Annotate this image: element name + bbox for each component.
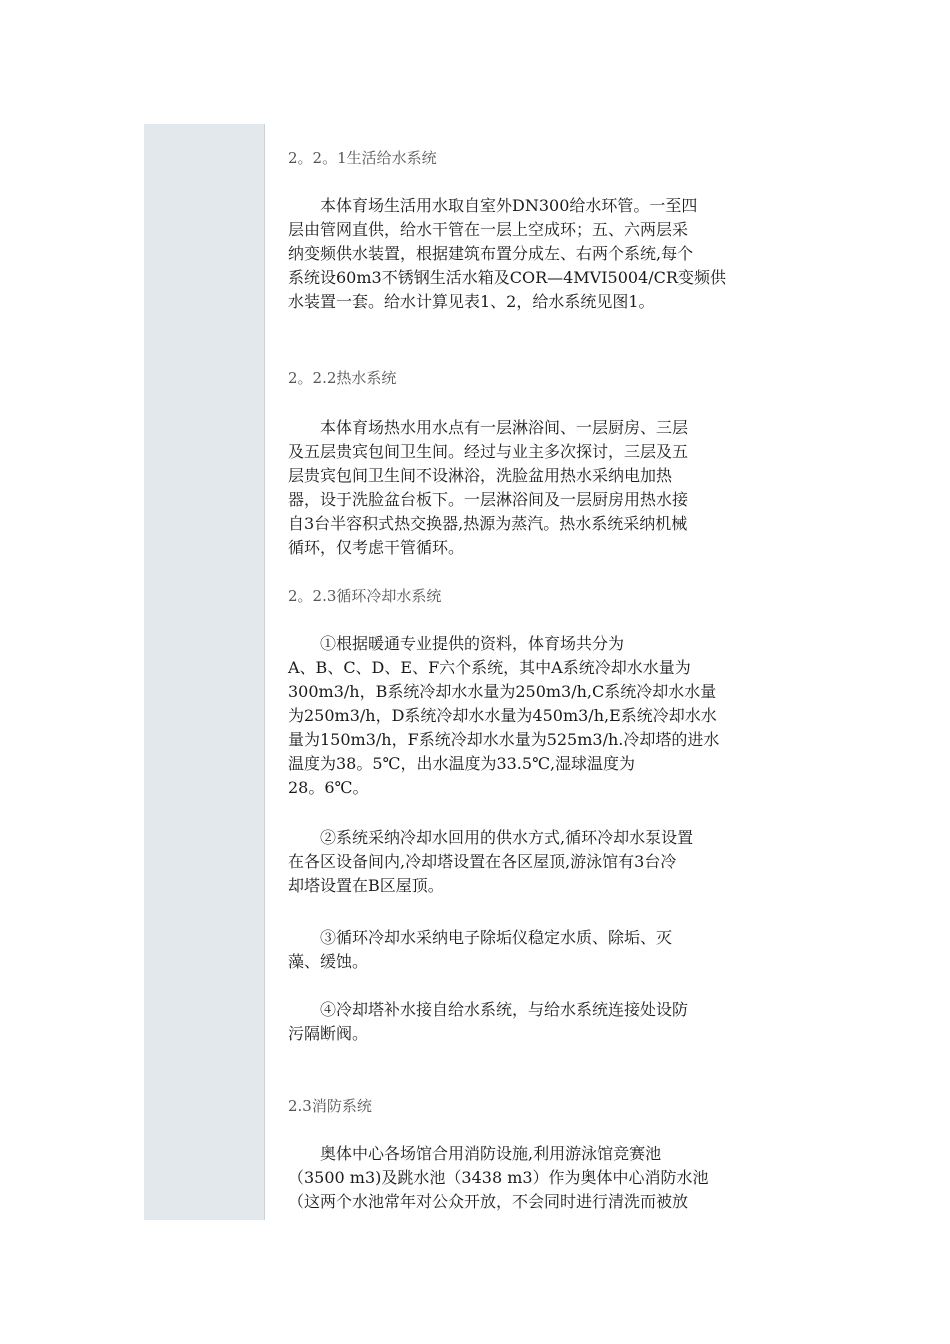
paragraph-line: 却塔设置在B区屋顶。 (288, 876, 444, 895)
paragraph-line: 层由管网直供，给水干管在一层上空成环；五、六两层采 (288, 220, 689, 239)
section-2-2-3 (288, 584, 441, 608)
paragraph-line: 量为150m3/h，F系统冷却水水量为525m3/h.冷却塔的进水 (288, 730, 720, 749)
section-2-2-1 (288, 146, 437, 170)
paragraph-line: 本体育场生活用水取自室外DN300给水环管。一至四 (320, 196, 698, 215)
paragraph-line: 温度为38。5℃，出水温度为33.5℃,湿球温度为 (288, 754, 636, 773)
paragraph-line: 藻、缓蚀。 (288, 952, 369, 971)
section-2-2-2-body (288, 416, 688, 560)
paragraph-line: 自3台半容积式热交换器,热源为蒸汽。热水系统采纳机械 (288, 514, 688, 533)
paragraph-line: 层贵宾包间卫生间不设淋浴，洗脸盆用热水采纳电加热 (288, 466, 673, 485)
paragraph-line: 本体育场热水用水点有一层淋浴间、一层厨房、三层 (320, 418, 689, 437)
section-2-2-3-item-4 (288, 998, 688, 1046)
paragraph-line: 循环，仅考虑干管循环。 (288, 538, 465, 557)
paragraph-line: （3500 m3)及跳水池（3438 m3）作为奥体中心消防水池 (288, 1168, 709, 1187)
paragraph-line: 在各区设备间内,冷却塔设置在各区屋顶,游泳馆有3台冷 (288, 852, 677, 871)
section-2-2-3-item-3 (288, 926, 672, 974)
section-heading: 2。2.3循环冷却水系统 (288, 587, 442, 605)
paragraph-line: ④冷却塔补水接自给水系统，与给水系统连接处设防 (320, 1000, 689, 1019)
paragraph-line: 污隔断阀。 (288, 1024, 369, 1043)
paragraph-line: ③循环冷却水采纳电子除垢仪稳定水质、除垢、灭 (320, 928, 673, 947)
section-2-3 (288, 1094, 372, 1118)
section-heading: 2。2.2热水系统 (288, 369, 397, 387)
paragraph-line: 器，设于洗脸盆台板下。一层淋浴间及一层厨房用热水接 (288, 490, 689, 509)
left-margin-panel (144, 124, 265, 1220)
section-2-2-1-body (288, 194, 726, 314)
section-heading: 2。2。1生活给水系统 (288, 149, 437, 167)
paragraph-line: 纳变频供水装置，根据建筑布置分成左、右两个系统,每个 (288, 244, 694, 263)
paragraph-line: A、B、C、D、E、F六个系统，其中A系统冷却水水量为 (288, 658, 691, 677)
paragraph-line: 28。6℃。 (288, 778, 369, 797)
paragraph-line: ②系统采纳冷却水回用的供水方式,循环冷却水泵设置 (320, 828, 694, 847)
paragraph-line: 系统设60m3不锈钢生活水箱及COR—4MVI5004/CR变频供 (288, 268, 726, 287)
section-2-3-body (288, 1142, 709, 1214)
section-2-2-2 (288, 366, 396, 390)
paragraph-line: （这两个水池常年对公众开放，不会同时进行清洗而被放 (288, 1192, 689, 1211)
paragraph-line: 奥体中心各场馆合用消防设施,利用游泳馆竞赛池 (320, 1144, 662, 1163)
section-2-2-3-item-1 (288, 632, 719, 800)
paragraph-line: 及五层贵宾包间卫生间。经过与业主多次探讨，三层及五 (288, 442, 689, 461)
section-2-2-3-item-2 (288, 826, 693, 898)
paragraph-line: 300m3/h，B系统冷却水水量为250m3/h,C系统冷却水水量 (288, 682, 717, 701)
section-heading: 2.3消防系统 (288, 1097, 372, 1115)
paragraph-line: 水装置一套。给水计算见表1、2，给水系统见图1。 (288, 292, 655, 311)
paragraph-line: ①根据暖通专业提供的资料，体育场共分为 (320, 634, 625, 653)
paragraph-line: 为250m3/h，D系统冷却水水量为450m3/h,E系统冷却水水 (288, 706, 717, 725)
